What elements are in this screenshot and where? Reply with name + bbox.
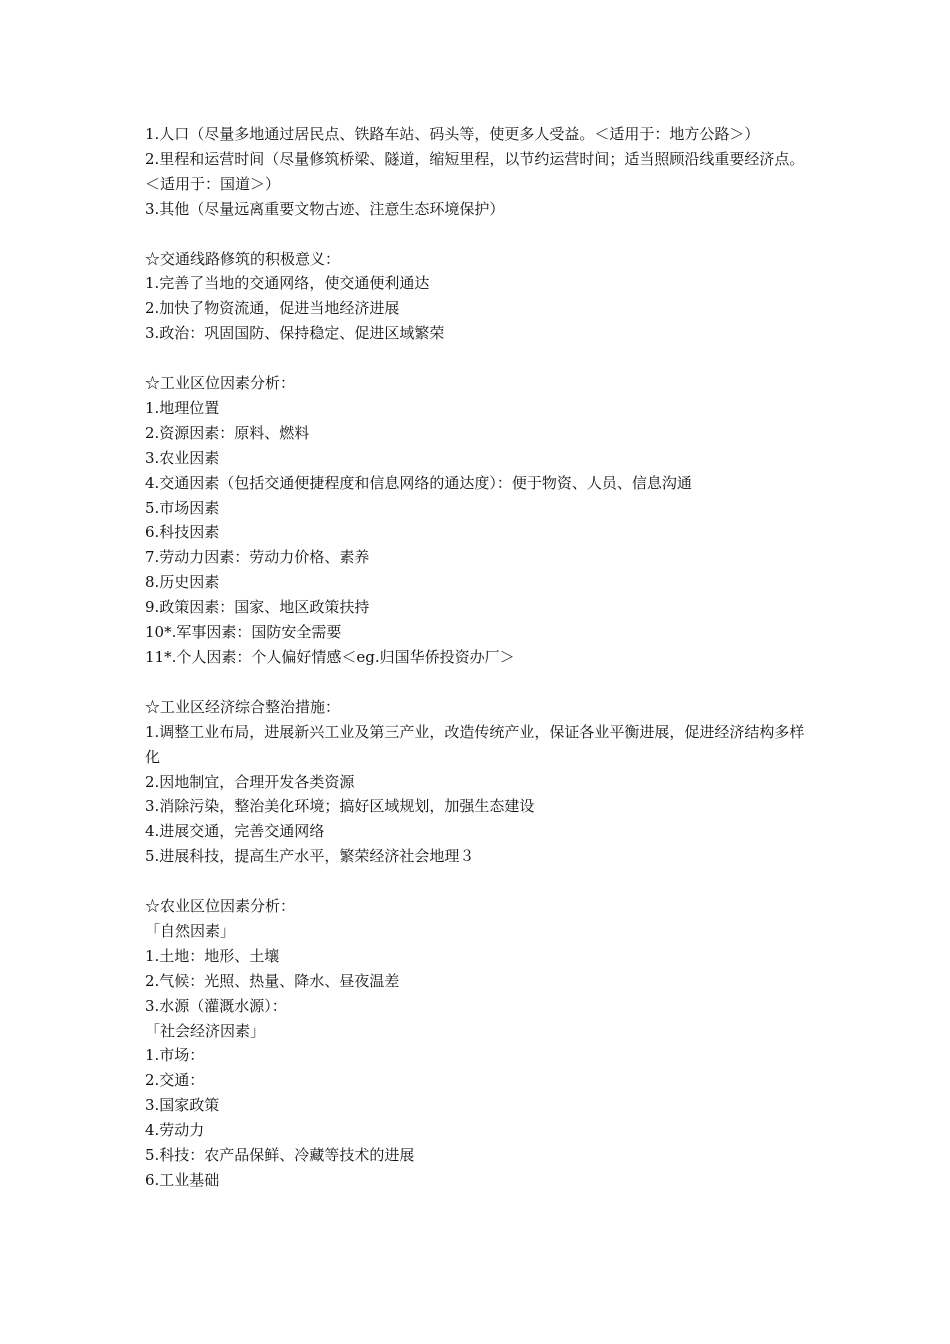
text-line: 2.气候：光照、热量、降水、昼夜温差: [145, 971, 400, 990]
text-line: 2.因地制宜，合理开发各类资源: [145, 772, 355, 791]
text-line: 1.调整工业布局，进展新兴工业及第三产业，改造传统产业，保证各业平衡进展，促进经济结构多样化: [145, 722, 805, 766]
section-heading: ☆交通线路修筑的积极意义：: [145, 249, 341, 268]
text-line: 11*.个人因素：个人偏好情感＜eg.归国华侨投资办厂＞: [145, 648, 515, 666]
text-line: 「自然因素」: [145, 921, 236, 940]
document-body: [145, 122, 810, 1193]
text-line: 1.市场：: [145, 1046, 205, 1065]
section-heading: ☆工业区经济综合整治措施：: [145, 697, 341, 716]
text-line: 6.科技因素: [145, 523, 220, 542]
text-line: 5.进展科技，提高生产水平，繁荣经济社会地理３: [145, 847, 475, 866]
blank-line: [145, 346, 810, 371]
text-line: 7.劳动力因素：劳动力价格、素养: [145, 548, 370, 567]
text-line: 2.交通：: [145, 1071, 205, 1090]
text-line: 1.完善了当地的交通网络，使交通便利通达: [145, 274, 430, 293]
text-line: 2.里程和运营时间（尽量修筑桥梁、隧道，缩短里程，以节约运营时间；适当照顾沿线重要经济点。＜适用于：国道＞）: [145, 149, 805, 193]
text-line: 1.土地：地形、土壤: [145, 946, 280, 965]
text-line: 3.国家政策: [145, 1096, 220, 1115]
text-line: 「社会经济因素」: [145, 1021, 266, 1040]
section-heading: ☆工业区位因素分析：: [145, 374, 296, 393]
text-line: 1.地理位置: [145, 398, 220, 417]
text-line: 2.加快了物资流通，促进当地经济进展: [145, 299, 400, 318]
text-line: 8.历史因素: [145, 573, 220, 592]
text-line: 3.政治：巩固国防、保持稳定、促进区域繁荣: [145, 324, 445, 343]
text-line: 3.农业因素: [145, 448, 220, 467]
text-line: 2.资源因素：原料、燃料: [145, 423, 310, 442]
text-line: 5.科技：农产品保鲜、冷藏等技术的进展: [145, 1146, 415, 1165]
text-line: 3.水源（灌溉水源）：: [145, 996, 287, 1015]
text-line: 1.人口（尽量多地通过居民点、铁路车站、码头等，使更多人受益。＜适用于：地方公路＞）: [145, 125, 760, 143]
text-line: 4.交通因素（包括交通便捷程度和信息网络的通达度）：便于物资、人员、信息沟通: [145, 473, 692, 492]
text-line: 5.市场因素: [145, 498, 220, 517]
text-line: 4.劳动力: [145, 1121, 205, 1140]
text-line: 9.政策因素：国家、地区政策扶持: [145, 598, 370, 617]
text-line: 6.工业基础: [145, 1171, 220, 1189]
text-line: 10*.军事因素：国防安全需要: [145, 623, 342, 642]
text-line: 3.其他（尽量远离重要文物古迹、注意生态环境保护）: [145, 199, 505, 218]
blank-line: [145, 222, 810, 247]
section-heading: ☆农业区位因素分析：: [145, 897, 296, 916]
blank-line: [145, 869, 810, 894]
text-line: 3.消除污染，整治美化环境；搞好区域规划，加强生态建设: [145, 797, 535, 816]
text-line: 4.进展交通，完善交通网络: [145, 822, 325, 841]
blank-line: [145, 670, 810, 695]
